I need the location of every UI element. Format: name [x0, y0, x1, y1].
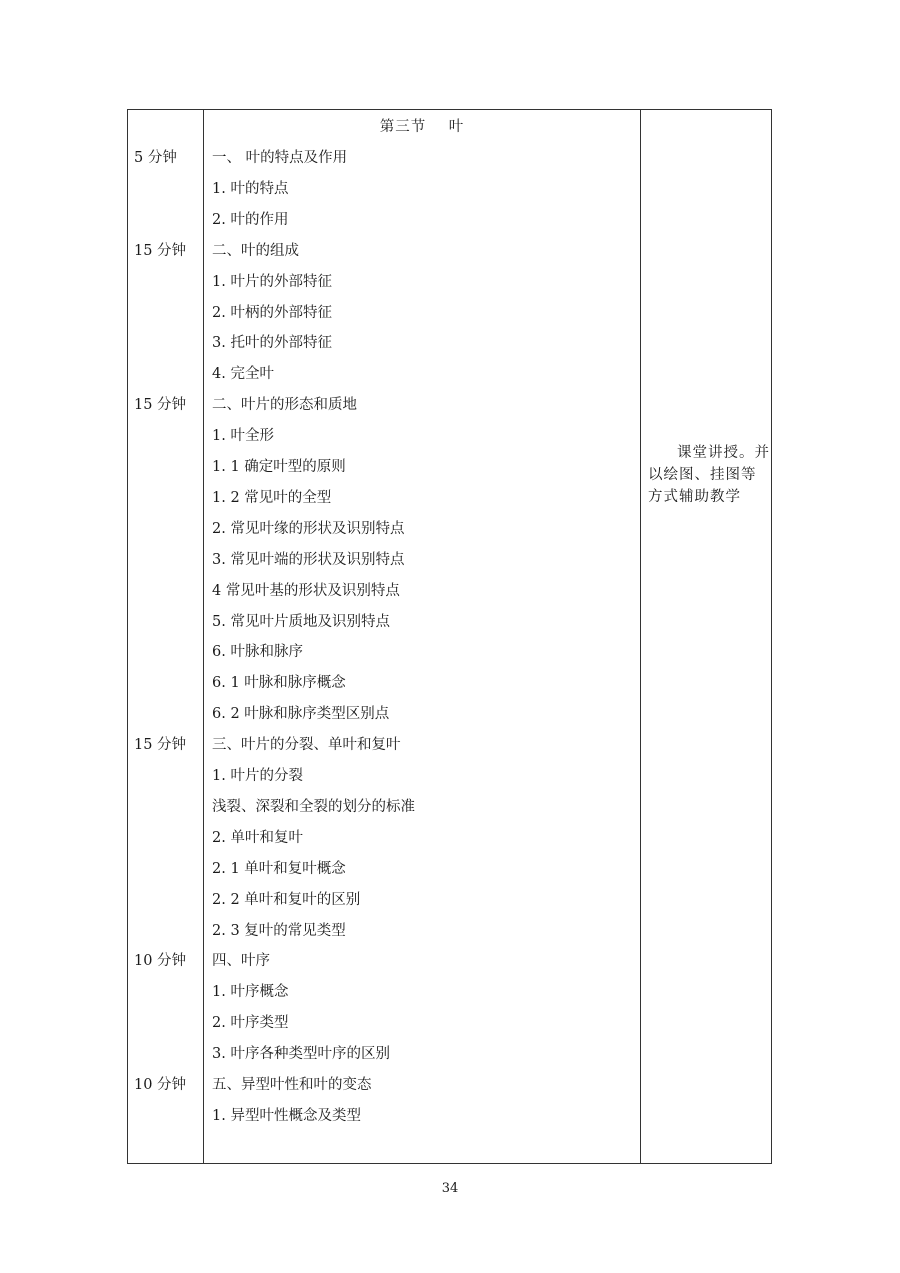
content-line: 2. 1 单叶和复叶概念 — [212, 860, 346, 877]
content-line: 3. 常见叶端的形状及识别特点 — [212, 551, 405, 568]
page-number: 34 — [441, 1181, 459, 1196]
content-line: 1. 叶的特点 — [212, 180, 289, 197]
content-column — [204, 110, 640, 1163]
content-line: 二、叶的组成 — [212, 242, 299, 259]
content-line: 2. 常见叶缘的形状及识别特点 — [212, 520, 405, 537]
method-column — [641, 110, 771, 1163]
content-line: 6. 2 叶脉和脉序类型区别点 — [212, 706, 390, 723]
content-line: 一、 叶的特点及作用 — [212, 150, 348, 166]
section-title: 第三节 叶 — [379, 119, 465, 135]
time-allocation: 15 分钟 — [134, 242, 187, 259]
content-line: 1. 叶序概念 — [212, 984, 289, 1001]
content-line: 2. 叶序类型 — [212, 1015, 289, 1032]
time-column — [128, 110, 203, 1163]
content-line: 三、叶片的分裂、单叶和复叶 — [212, 737, 401, 754]
content-line: 二、叶片的形态和质地 — [212, 397, 357, 414]
content-line: 2. 单叶和复叶 — [212, 829, 303, 846]
teaching-method-text: 课堂讲授。并以绘图、挂图等方式辅助教学 — [648, 445, 770, 505]
content-line: 6. 1 叶脉和脉序概念 — [212, 675, 346, 692]
content-line: 1. 1 确定叶型的原则 — [212, 459, 346, 475]
content-line: 四、叶序 — [212, 953, 270, 970]
content-line: 1. 2 常见叶的全型 — [212, 489, 332, 506]
content-line: 浅裂、深裂和全裂的划分的标准 — [212, 798, 415, 815]
content-line: 1. 异型叶性概念及类型 — [212, 1107, 361, 1124]
content-line: 1. 叶片的分裂 — [212, 768, 303, 784]
content-line: 6. 叶脉和脉序 — [212, 644, 303, 661]
content-line: 2. 叶柄的外部特征 — [212, 304, 332, 321]
content-line: 4 常见叶基的形状及识别特点 — [212, 582, 400, 599]
time-allocation: 15 分钟 — [134, 737, 187, 754]
content-line: 5. 常见叶片质地及识别特点 — [212, 613, 390, 630]
content-line: 2. 叶的作用 — [212, 211, 289, 228]
lesson-plan-table — [127, 109, 772, 1164]
time-allocation: 15 分钟 — [134, 397, 187, 414]
content-line: 1. 叶片的外部特征 — [212, 273, 332, 290]
content-line: 4. 完全叶 — [212, 366, 274, 383]
content-line: 2. 2 单叶和复叶的区别 — [212, 891, 361, 908]
time-allocation: 10 分钟 — [134, 953, 187, 970]
time-allocation: 10 分钟 — [134, 1077, 187, 1093]
content-line: 3. 叶序各种类型叶序的区别 — [212, 1046, 390, 1063]
content-line: 五、异型叶性和叶的变态 — [212, 1077, 372, 1093]
content-line: 1. 叶全形 — [212, 428, 274, 445]
content-line: 3. 托叶的外部特征 — [212, 335, 332, 352]
time-allocation: 5 分钟 — [134, 150, 177, 166]
content-line: 2. 3 复叶的常见类型 — [212, 922, 346, 939]
